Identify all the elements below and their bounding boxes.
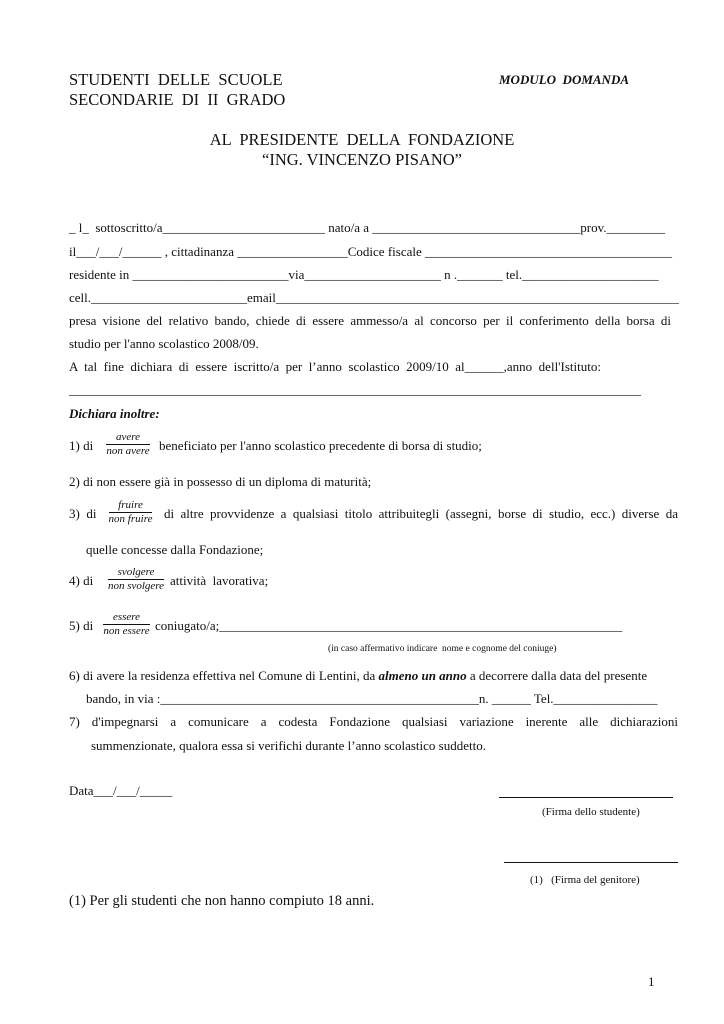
decl3-option-no[interactable]: non fruire — [108, 513, 153, 525]
header-school-line2: SECONDARIE DI II GRADO — [69, 90, 286, 109]
decl4-option-yes[interactable]: svolgere — [117, 566, 155, 578]
decl7-text: 7) d'impegnarsi a comunicare a codesta Fondazione qualsiasi variazione inerente alle dichiarazioni — [69, 714, 678, 729]
decl6-post: a decorrere dalla data del presente — [466, 668, 648, 683]
decl7-continuation: summenzionate, qualora essa si verifichi durante l’anno scolastico suddetto. — [91, 738, 486, 753]
parent-signature-label: (1) (Firma del genitore) — [530, 874, 640, 886]
enrollment-declaration[interactable]: A tal fine dichiara di essere iscritto/a per l’anno scolastico 2009/10 al______,anno dell'Istituto: — [69, 359, 601, 374]
form-type-label: MODULO DOMANDA — [499, 72, 630, 87]
field-cell-email[interactable]: cell.________________________email______________________________________________________________ — [69, 290, 679, 305]
decl3-continuation: quelle concesse dalla Fondazione; — [86, 542, 264, 557]
decl2-text: 2) di non essere già in possesso di un diploma di maturità; — [69, 474, 372, 489]
decl5-note: (in caso affermativo indicare nome e cognome del coniuge) — [328, 644, 557, 654]
student-signature-line[interactable] — [499, 797, 673, 798]
decl3-text: di altre provvidenze a qualsiasi titolo attribuitegli (assegni, borse di studio, ecc.) diverse da — [164, 506, 678, 521]
date-field[interactable]: Data___/___/_____ — [69, 783, 173, 798]
request-paragraph-line2: studio per l'anno scolastico 2008/09. — [69, 336, 259, 351]
decl4-text: attività lavorativa; — [170, 573, 269, 588]
decl5-option-yes[interactable]: essere — [112, 611, 141, 623]
decl6-pre: 6) di avere la residenza effettiva nel Comune di Lentini, da — [69, 668, 379, 683]
decl3-prefix: 3) di — [69, 506, 97, 521]
decl1-choice[interactable] — [103, 431, 153, 458]
decl3-choice[interactable] — [103, 499, 158, 526]
decl5-option-no[interactable]: non essere — [103, 625, 150, 637]
decl1-text: beneficiato per l'anno scolastico precedente di borsa di studio; — [159, 438, 482, 453]
decl1-option-no[interactable]: non avere — [106, 445, 150, 457]
declarations-heading: Dichiara inoltre: — [69, 406, 160, 421]
field-residence[interactable]: residente in ________________________via_____________________ n ._______ tel._____________________ — [69, 267, 659, 282]
decl4-prefix: 4) di — [69, 573, 94, 588]
footnote: (1) Per gli studenti che non hanno compiuto 18 anni. — [69, 893, 375, 909]
header-school-line1: STUDENTI DELLE SCUOLE — [69, 70, 283, 89]
institute-field[interactable]: ________________________________________________________________________________________ — [69, 382, 641, 397]
decl6-emphasis: almeno un anno — [378, 668, 467, 683]
parent-signature-line[interactable] — [504, 862, 678, 863]
decl5-prefix: 5) di — [69, 618, 94, 633]
request-paragraph-line1: presa visione del relativo bando, chiede di essere ammesso/a al concorso per il conferimento della borsa di — [69, 313, 671, 328]
decl3-option-yes[interactable]: fruire — [118, 499, 143, 511]
addressee-line1: AL PRESIDENTE DELLA FONDAZIONE — [209, 130, 515, 149]
decl4-option-no[interactable]: non svolgere — [107, 580, 165, 592]
field-name-birth[interactable]: _ l_ sottoscritto/a_________________________ nato/a a ________________________________prov._________ — [69, 220, 666, 235]
addressee-line2: “ING. VINCENZO PISANO” — [262, 150, 462, 169]
decl1-option-yes[interactable]: avere — [115, 431, 141, 443]
decl4-choice[interactable] — [103, 566, 169, 593]
decl5-choice[interactable] — [99, 611, 154, 638]
decl6-address-field[interactable]: bando, in via :_________________________________________________n. ______ Tel.________________ — [86, 691, 658, 706]
field-birthdate-citizenship-fiscal[interactable]: il___/___/______ , cittadinanza _________________Codice fiscale ______________________________________ — [69, 244, 672, 259]
decl5-spouse-field[interactable]: coniugato/a;______________________________________________________________ — [155, 618, 623, 633]
decl6-text — [69, 668, 647, 684]
page-number: 1 — [648, 974, 655, 989]
student-signature-label: (Firma dello studente) — [542, 806, 640, 818]
decl1-prefix: 1) di — [69, 438, 94, 453]
